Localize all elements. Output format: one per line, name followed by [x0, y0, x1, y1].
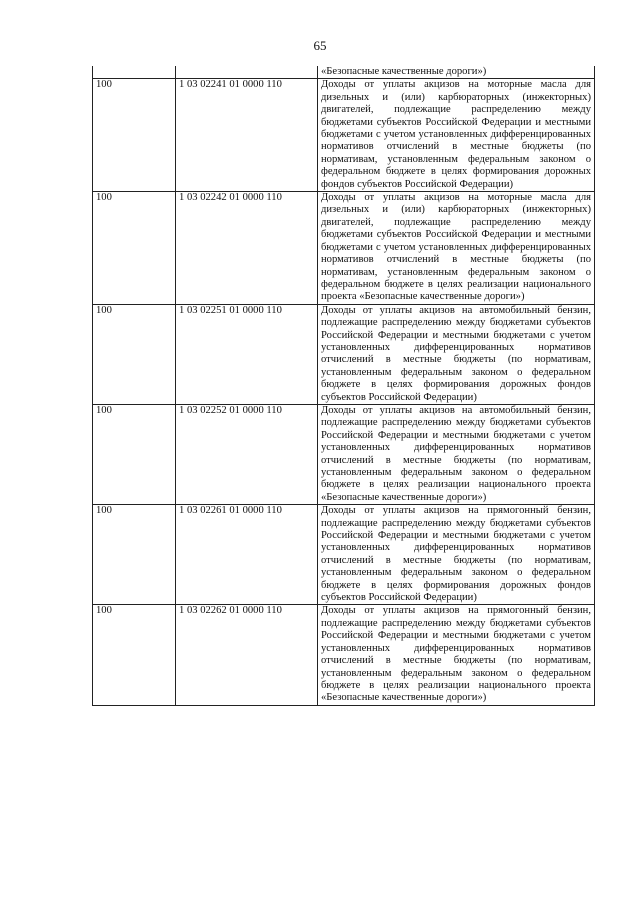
admin-code-cell — [93, 66, 176, 79]
admin-code-cell: 100 — [93, 192, 176, 305]
table-row — [93, 505, 595, 605]
budget-classification-code-cell: 1 03 02241 01 0000 110 — [176, 79, 318, 192]
budget-classification-code-cell: 1 03 02261 01 0000 110 — [176, 505, 318, 605]
table-row — [93, 404, 595, 504]
table-row — [93, 605, 595, 705]
budget-classification-code-cell: 1 03 02252 01 0000 110 — [176, 404, 318, 504]
budget-classification-code-cell: 1 03 02251 01 0000 110 — [176, 304, 318, 404]
revenue-description-cell: Доходы от уплаты акцизов на моторные масла для дизельных и (или) карбюраторных (инжекторных) двигателей, подлежащие распределению между бюджетами субъектов Российской Федерации и местными бюджетами с учетом установленных дифференцированных нормативов отчислений в местные бюджеты (по нормативам, установленным федеральным законом о федеральном бюджете в целях реализации национального проекта «Безопасные качественные дороги») — [318, 192, 595, 305]
revenue-description-cell: Доходы от уплаты акцизов на автомобильный бензин, подлежащие распределению между бюджетами субъектов Российской Федерации и местными бюджетами с учетом установленных дифференцированных нормативов отчислений в местные бюджеты (по нормативам, установленным федеральным законом о федеральном бюджете в целях формирования дорожных фондов субъектов Российской Федерации) — [318, 304, 595, 404]
page-number: 65 — [313, 38, 327, 53]
admin-code-cell: 100 — [93, 605, 176, 705]
revenue-description-cell: «Безопасные качественные дороги») — [318, 66, 595, 79]
budget-classification-code-cell — [176, 66, 318, 79]
revenue-description-cell: Доходы от уплаты акцизов на прямогонный бензин, подлежащие распределению между бюджетами субъектов Российской Федерации и местными бюджетами с учетом установленных дифференцированных нормативов отчислений в местные бюджеты (по нормативам, установленным федеральным законом о федеральном бюджете в целях формирования дорожных фондов субъектов Российской Федерации) — [318, 505, 595, 605]
revenue-description-cell: Доходы от уплаты акцизов на прямогонный бензин, подлежащие распределению между бюджетами субъектов Российской Федерации и местными бюджетами с учетом установленных дифференцированных нормативов отчислений в местные бюджеты (по нормативам, установленным федеральным законом о федеральном бюджете в целях реализации национального проекта «Безопасные качественные дороги») — [318, 605, 595, 705]
budget-classification-code-cell: 1 03 02262 01 0000 110 — [176, 605, 318, 705]
table-row — [93, 79, 595, 192]
budget-classification-code-cell: 1 03 02242 01 0000 110 — [176, 192, 318, 305]
admin-code-cell: 100 — [93, 505, 176, 605]
table-row-continuation — [93, 66, 595, 79]
revenue-description-cell: Доходы от уплаты акцизов на автомобильный бензин, подлежащие распределению между бюджетами субъектов Российской Федерации и местными бюджетами с учетом установленных дифференцированных нормативов отчислений в местные бюджеты (по нормативам, установленным федеральным законом о федеральном бюджете в целях реализации национального проекта «Безопасные качественные дороги») — [318, 404, 595, 504]
table-row — [93, 304, 595, 404]
admin-code-cell: 100 — [93, 304, 176, 404]
admin-code-cell: 100 — [93, 79, 176, 192]
revenue-description-cell: Доходы от уплаты акцизов на моторные масла для дизельных и (или) карбюраторных (инжекторных) двигателей, подлежащие распределению между бюджетами субъектов Российской Федерации и местными бюджетами с учетом установленных дифференцированных нормативов отчислений в местные бюджеты (по нормативам, установленным федеральным законом о федеральном бюджете в целях формирования дорожных фондов субъектов Российской Федерации) — [318, 79, 595, 192]
table-body — [93, 66, 595, 705]
table-row — [93, 192, 595, 305]
admin-code-cell: 100 — [93, 404, 176, 504]
revenue-codes-table — [92, 66, 595, 706]
